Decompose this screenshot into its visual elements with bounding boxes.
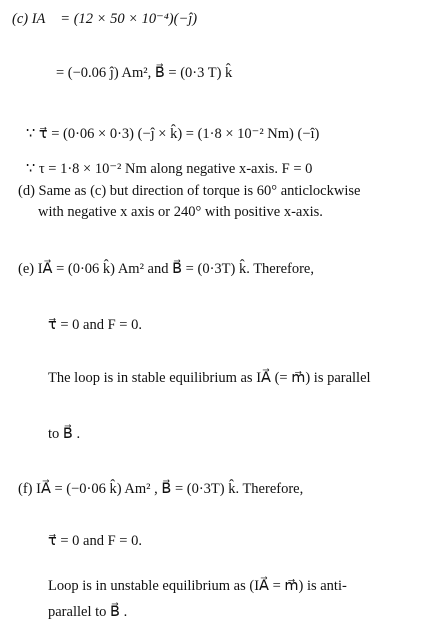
line-e-result: τ⃗ = 0 and F = 0. [48, 317, 142, 333]
line-c-b: = (−0.06 ĵ) Am², B⃗ = (0·3 T) k̂ [56, 65, 233, 81]
line-torque-magnitude: ∵ τ = 1·8 × 10⁻² Nm along negative x-axis. F = 0 [26, 161, 313, 177]
line-f-equilibrium: Loop is in unstable equilibrium as (IA⃗ = m⃗) is anti- [48, 578, 347, 594]
line-d-2: with negative x axis or 240° with positive x-axis. [38, 204, 323, 220]
line-e-ia: (e) IA⃗ = (0·06 k̂) Am² and B⃗ = (0·3T) k̂. Therefore, [18, 261, 314, 277]
line-c-ia: (c) IA⃗ = (12 × 50 × 10⁻⁴)(−ĵ) [12, 11, 198, 27]
line-e-equilibrium: The loop is in stable equilibrium as IA⃗ (= m⃗) is parallel [48, 370, 371, 386]
line-torque-vector: ∵ τ⃗ = (0·06 × 0·3) (−ĵ × k̂) = (1·8 × 10⁻² Nm) (−î) [26, 126, 320, 142]
line-f-ia: (f) IA⃗ = (−0·06 k̂) Am² , B⃗ = (0·3T) k̂. Therefore, [18, 481, 304, 497]
line-f-result: τ⃗ = 0 and F = 0. [48, 533, 142, 549]
line-f-antiparallel: parallel to B⃗ . [48, 604, 128, 620]
line-e-parallel: to B⃗ . [48, 426, 81, 442]
line-d-1: (d) Same as (c) but direction of torque is 60° anticlockwise [18, 183, 361, 199]
